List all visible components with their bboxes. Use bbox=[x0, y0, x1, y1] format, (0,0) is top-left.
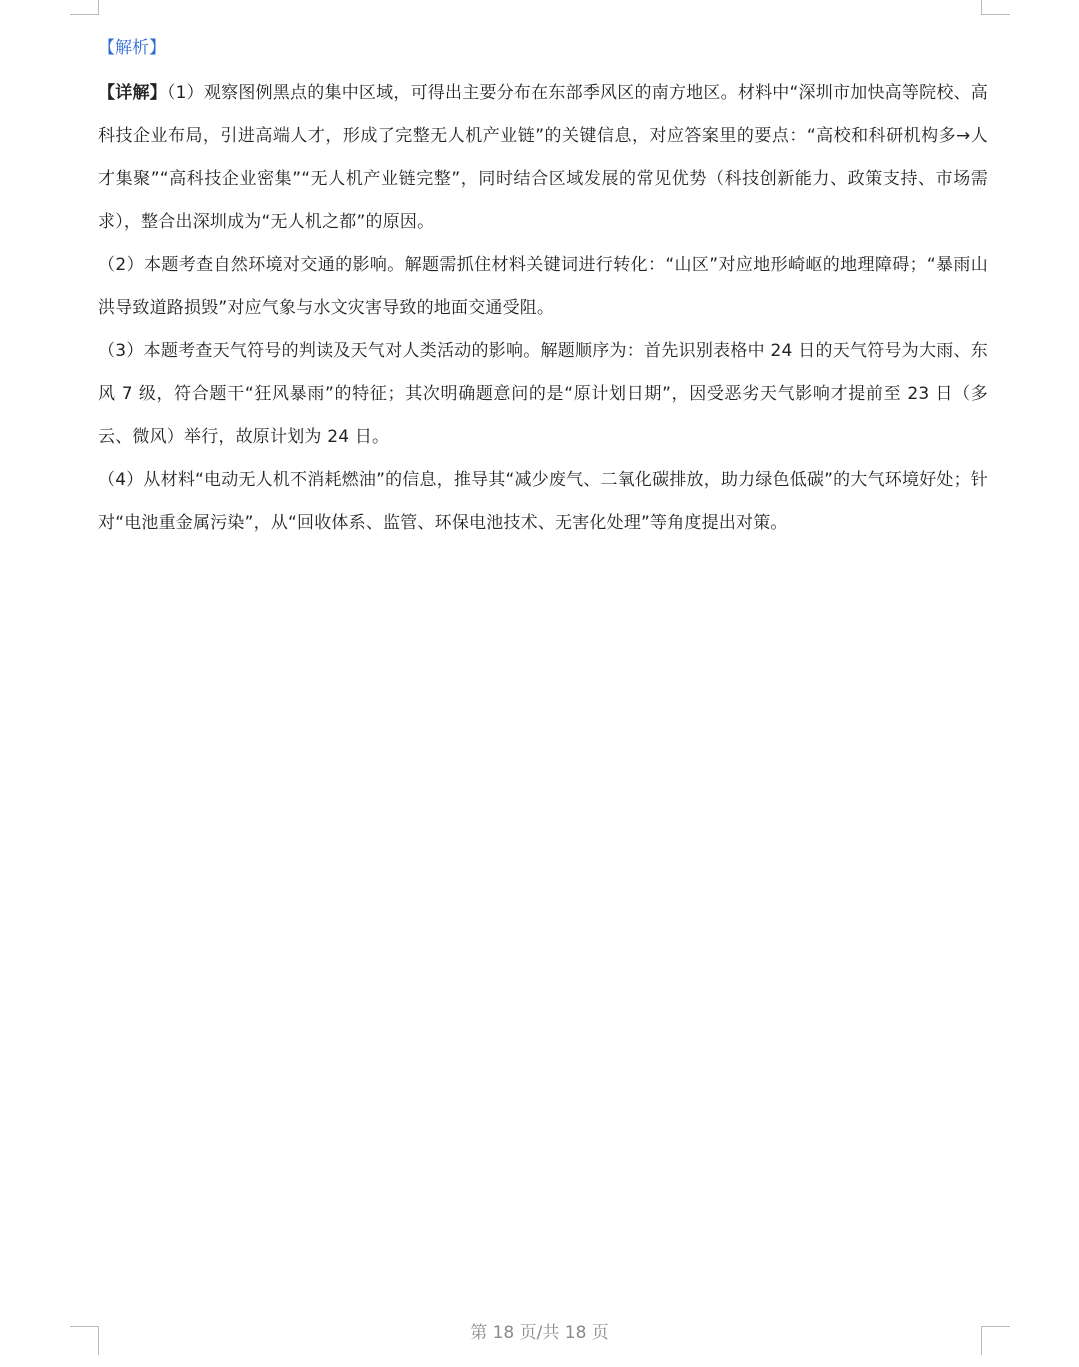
detail-paragraph-2: （2）本题考查自然环境对交通的影响。解题需抓住材料关键词进行转化：“山区”对应地形崎岖的地理障碍；“暴雨山洪导致道路损毁”对应气象与水文灾害导致的地面交通受阻。 bbox=[98, 255, 988, 318]
page-number-footer: 第 18 页/共 18 页 bbox=[470, 1323, 609, 1343]
detail-paragraph-4: （4）从材料“电动无人机不消耗燃油”的信息，推导其“减少废气、二氧化碳排放，助力绿色低碳”的大气环境好处；针对“电池重金属污染”，从“回收体系、监管、环保电池技术、无害化处理”等角度提出对策。 bbox=[98, 470, 988, 533]
analysis-heading: 【解析】 bbox=[98, 38, 166, 58]
crop-mark-top-left bbox=[70, 0, 99, 15]
detail-paragraph-1 bbox=[98, 72, 988, 244]
paragraph-1-text: （1）观察图例黑点的集中区域，可得出主要分布在东部季风区的南方地区。材料中“深圳市加快高等院校、高科技企业布局，引进高端人才，形成了完整无人机产业链”的关键信息，对应答案里的要点：“高校和科研机构多→人才集聚”“高科技企业密集”“无人机产业链完整”，同时结合区域发展的常见优势（科技创新能力、政策支持、市场需求），整合出深圳成为“无人机之都”的原因。 bbox=[98, 83, 988, 232]
crop-mark-top-right bbox=[981, 0, 1010, 15]
document-body bbox=[98, 30, 988, 545]
detail-label: 【详解】 bbox=[98, 83, 167, 103]
detail-paragraph-3: （3）本题考查天气符号的判读及天气对人类活动的影响。解题顺序为：首先识别表格中 24 日的天气符号为大雨、东风 7 级，符合题干“狂风暴雨”的特征；其次明确题意问的是“原计划日期”，因受恶劣天气影响才提前至 23 日（多云、微风）举行，故原计划为 24 日。 bbox=[98, 341, 988, 447]
